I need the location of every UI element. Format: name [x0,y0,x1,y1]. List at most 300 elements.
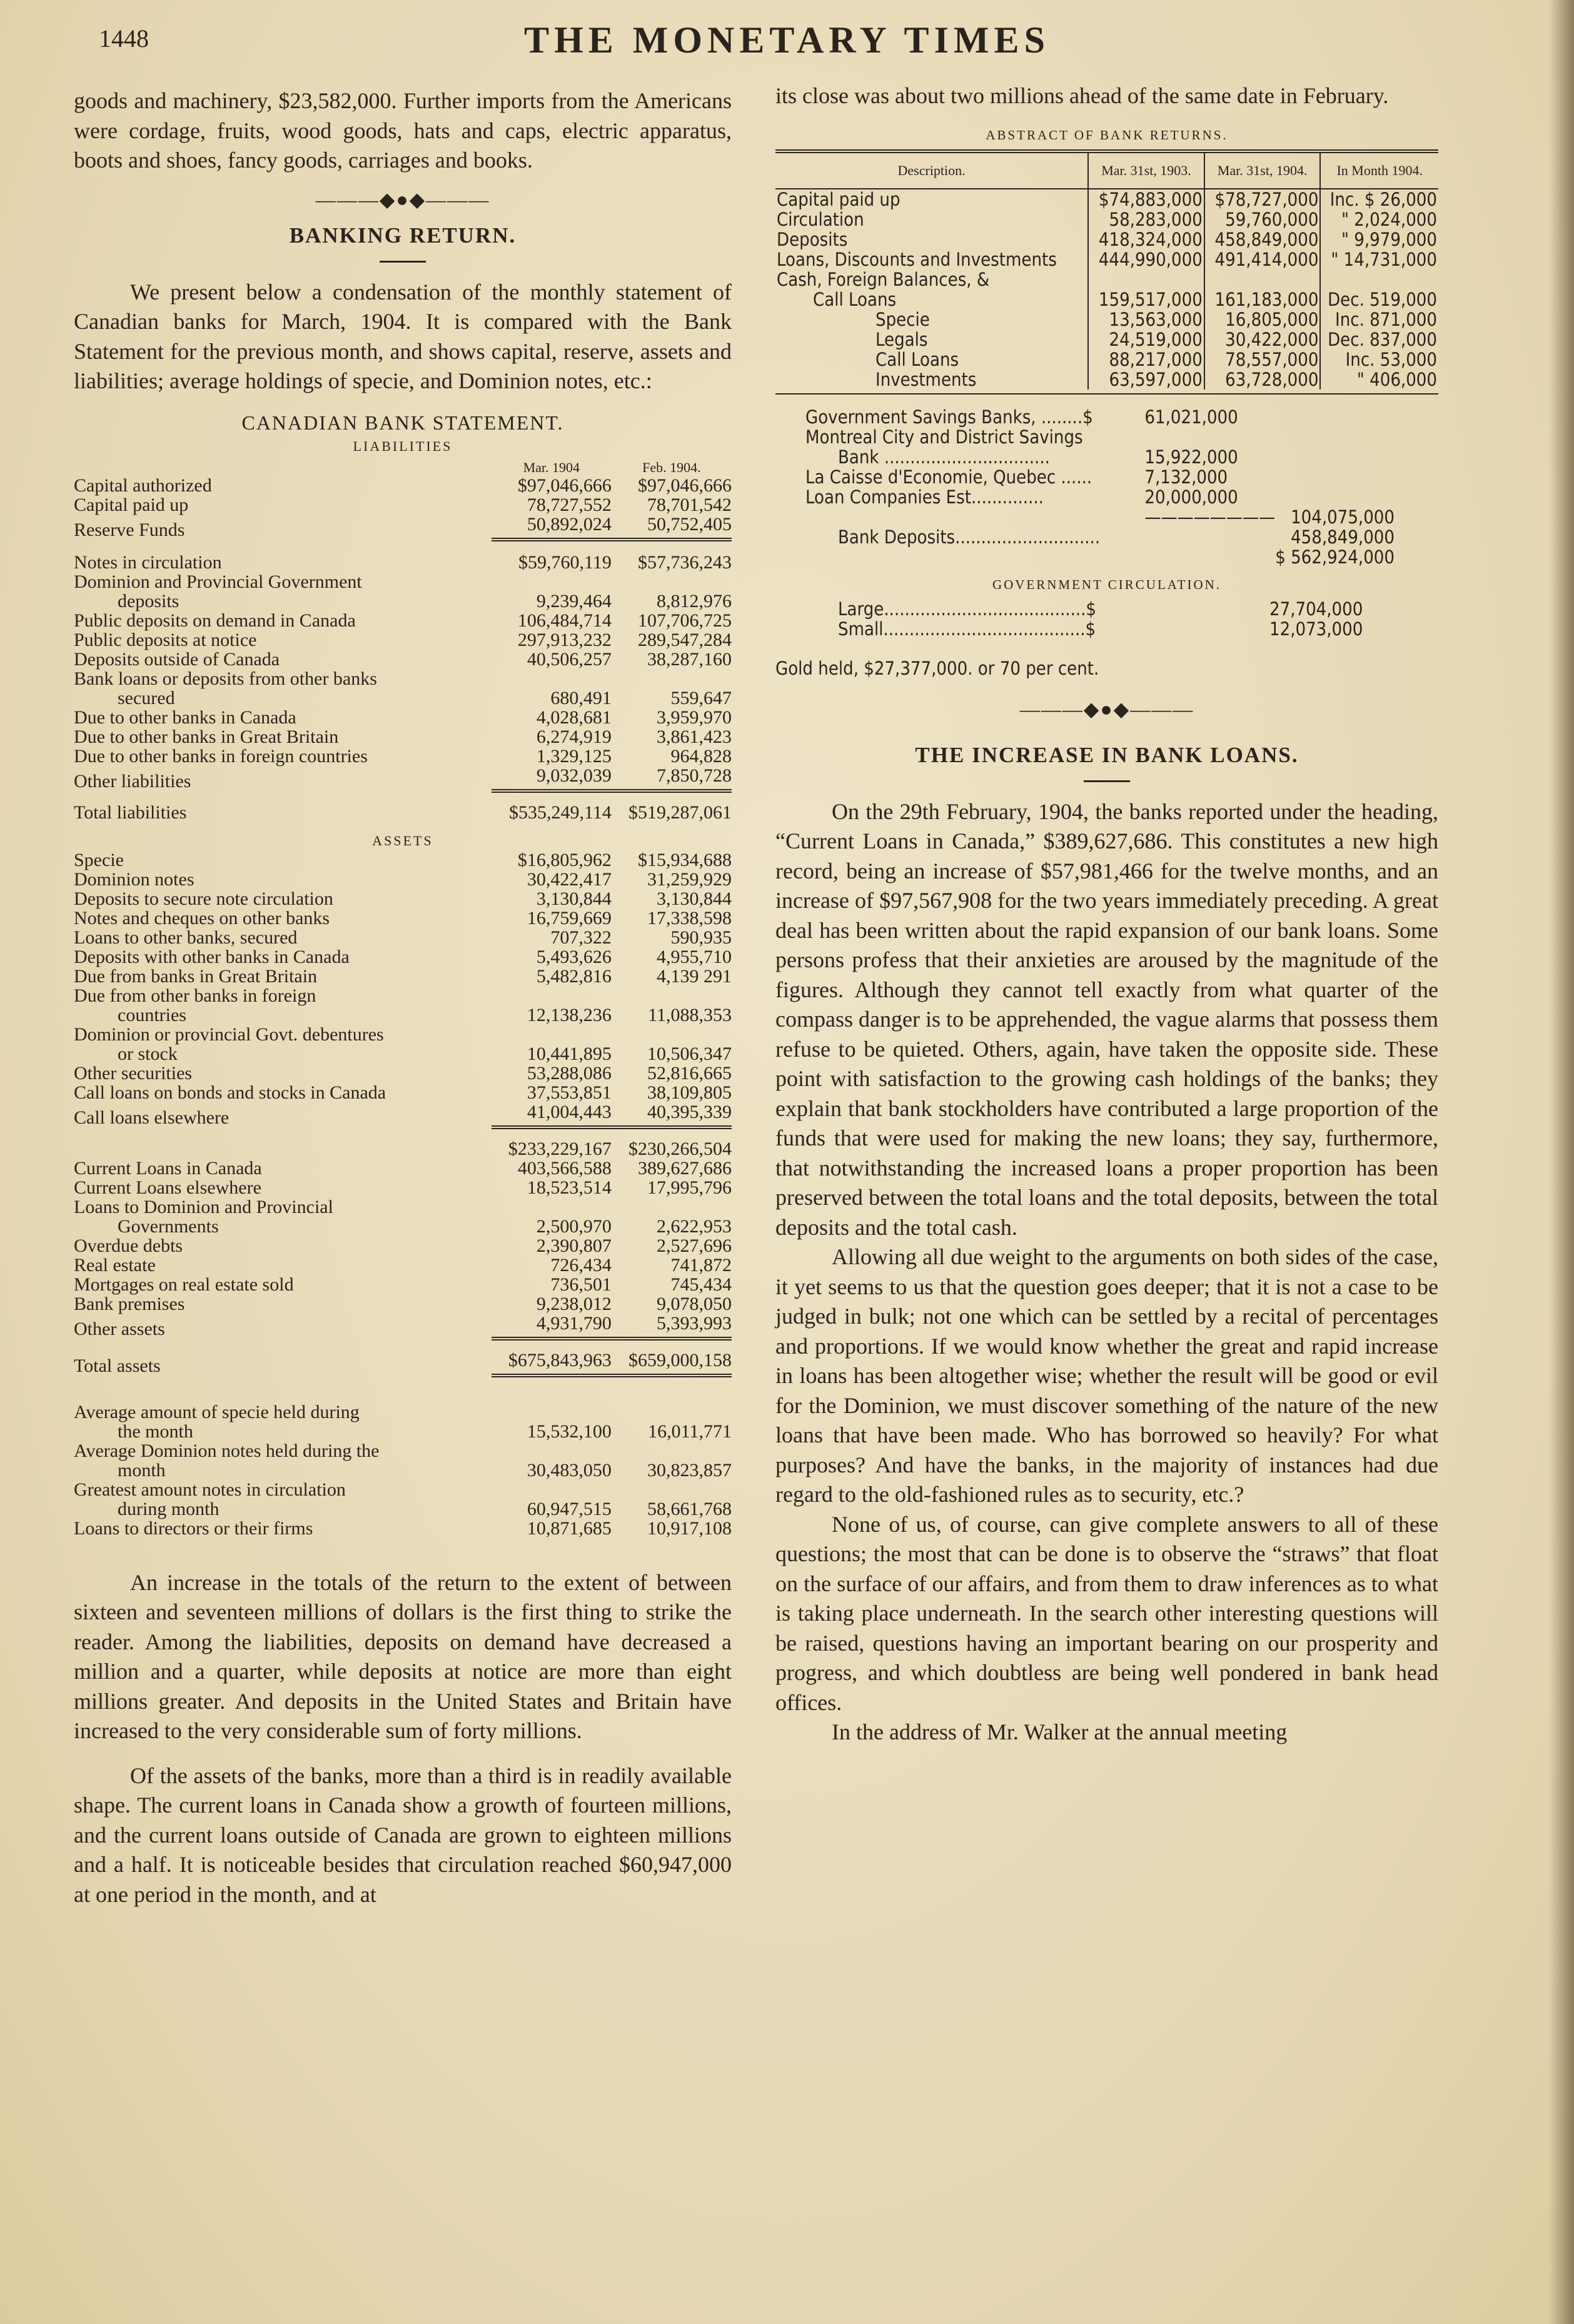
statement-row [74,889,732,908]
value-feb-1904: 2,622,953 [657,1215,732,1237]
savings-row [775,547,1438,567]
savings-label: Loan Companies Est.............. [805,486,1044,508]
total-label: Total assets [74,1355,161,1376]
row-label: Average amount of specie held during [74,1401,360,1422]
value-feb-1904: 9,078,050 [657,1293,732,1314]
row-label: countries [118,1004,186,1025]
row-label: Current Loans in Canada [74,1157,262,1179]
gov-circulation-title: GOVERNMENT CIRCULATION. [992,576,1222,592]
gov-circulation-table [775,599,1438,639]
ornament-divider-2: ———◆●◆——— [1019,697,1194,720]
value-mar-1904: 403,566,588 [517,1157,612,1179]
savings-value-1: 7,132,000 [1144,466,1228,488]
value-mar-1904 [492,1402,612,1422]
total-row [74,791,732,822]
savings-value-2 [1275,427,1438,447]
value-feb-1904: 30,823,857 [647,1459,732,1481]
increase-title: THE INCREASE IN BANK LOANS. [915,742,1299,767]
row-label: Average Dominion notes held during the [74,1440,380,1461]
value-feb-1904 [612,1441,732,1461]
abstract-mar-1903: 444,990,000 [1088,249,1204,269]
savings-row [775,507,1438,527]
value-feb-1904: 38,109,805 [647,1082,732,1103]
value-feb-1904: 78,701,542 [647,494,732,515]
row-label: Specie [74,849,124,870]
abstract-in-month: " 14,731,000 [1320,249,1438,269]
statement-row [74,1005,732,1025]
abstract-description: Call Loans [813,288,897,310]
savings-row [775,407,1438,427]
row-label: Due from banks in Great Britain [74,965,318,987]
value-mar-1904: 1,329,125 [536,745,612,767]
abstract-in-month: Inc. $ 26,000 [1320,189,1438,209]
abstract-mar-1904: 78,557,000 [1204,350,1321,370]
savings-value-2 [1275,467,1438,487]
gov-circulation-row [775,599,1438,619]
savings-value-1: 15,922,000 [1144,446,1238,468]
abstract-mar-1903: 159,517,000 [1088,289,1204,309]
page-number: 1448 [99,24,149,53]
value-feb-1904: 389,627,686 [638,1157,732,1179]
abstract-in-month: " 9,979,000 [1320,229,1438,249]
col-header-mar: Mar. 1904 [523,459,580,475]
savings-label: Government Savings Banks, ........$ [805,406,1093,428]
value-feb-1904: 745,434 [670,1274,732,1295]
abstract-row [775,370,1438,390]
abstract-description: Capital paid up [777,188,901,210]
right-paragraph-2: Allowing all due weight to the arguments on both sides of the case, it yet seems to us that the question goes deeper; that it is not a case to be judged in bulk; not one which can be settled by a recital of percentages and proportions. If we would know whether the great and rapid increase in loans has been altogether wise; whether the result will be good or evil for the Dominion, we must discover something of the nature of the new loans that have been made. Who has borrowed so heavily? For what purposes? And have the banks, in the majority of instances had due regard to the old-fashioned rules as to security, etc.? [775,1244,1438,1507]
statement-row [74,1236,732,1255]
left-column [74,86,732,1909]
statement-row [74,870,732,889]
savings-value-2 [1275,447,1438,467]
abstract-row [775,350,1438,370]
value-feb-1904 [612,1402,732,1422]
gov-value: 12,073,000 [1269,618,1363,640]
abstract-description: Loans, Discounts and Investments [777,248,1057,270]
row-label: Real estate [74,1254,156,1275]
value-feb-1904: 3,959,970 [657,707,732,728]
savings-value-2 [1275,407,1438,427]
value-feb-1904: 10,917,108 [647,1517,732,1539]
savings-row [775,487,1438,507]
savings-value-2: 458,849,000 [1291,526,1395,548]
total-feb-1904: $519,287,061 [628,802,732,823]
right-intro-text: its close was about two millions ahead of the same date in February. [775,83,1389,108]
value-mar-1904: $97,046,666 [517,475,612,496]
gov-circulation-row [775,619,1438,639]
statement-row [74,1314,732,1339]
statement-row [74,553,732,572]
value-feb-1904 [612,1025,732,1044]
abstract-mar-1903: 58,283,000 [1088,209,1204,229]
total-mar-1904: $535,249,114 [508,802,612,823]
abs-header-1904: Mar. 31st, 1904. [1204,153,1321,189]
savings-value-2 [1275,487,1438,507]
statement-row [74,630,732,650]
abstract-mar-1903: 418,324,000 [1088,229,1204,249]
value-feb-1904: 58,661,768 [647,1498,732,1519]
abstract-description: Specie [875,308,930,330]
bank-statement-table [74,460,732,1538]
value-feb-1904: 289,547,284 [638,629,732,650]
value-mar-1904: 12,138,236 [527,1004,612,1025]
row-label: Public deposits at notice [74,629,257,650]
row-label: Mortgages on real estate sold [74,1274,294,1295]
abstract-mar-1904: 63,728,000 [1204,370,1321,390]
row-label: Other liabilities [74,770,191,792]
value-mar-1904: 9,032,039 [492,766,612,791]
value-feb-1904 [612,1480,732,1499]
savings-label: Bank Deposits............................ [838,526,1101,548]
row-label: Overdue debts [74,1235,183,1256]
row-label: the month [118,1421,193,1442]
value-feb-1904: 4,955,710 [657,946,732,967]
abstract-mar-1904: $78,727,000 [1204,189,1321,209]
statement-row [74,928,732,947]
value-feb-1904: 590,935 [670,927,732,948]
statement-row [74,908,732,928]
value-feb-1904: $57,736,243 [638,551,732,573]
right-paragraph-4: In the address of Mr. Walker at the annual meeting [832,1719,1288,1744]
gov-value: 27,704,000 [1269,598,1363,620]
value-mar-1904: 15,532,100 [527,1421,612,1442]
value-mar-1904: 726,434 [550,1254,612,1275]
value-feb-1904 [612,572,732,591]
total-mar-1904: $233,229,167 [508,1138,612,1159]
banking-intro-text: We present below a condensation of the monthly statement of Canadian banks for March, 1904. It is compared with the Bank Statement for the previous month, and shows capital, reserve, assets and liabilities; average holdings of specie, and Dominion notes, etc.: [74,279,732,393]
row-label: Current Loans elsewhere [74,1177,261,1198]
statement-row [74,986,732,1005]
abstract-mar-1904: 59,760,000 [1204,209,1321,229]
value-feb-1904 [612,986,732,1005]
statement-row [74,1499,732,1519]
savings-value-1: 61,021,000 [1144,406,1238,428]
value-feb-1904 [612,1197,732,1217]
savings-row [775,447,1438,467]
total-label: Total liabilities [74,802,187,823]
value-mar-1904: $59,760,119 [518,551,612,573]
abstract-in-month [1320,269,1438,289]
statement-row [74,495,732,515]
value-feb-1904: 11,088,353 [648,1004,732,1025]
total-mar-1904: $675,843,963 [492,1339,612,1376]
value-feb-1904: 964,828 [670,745,732,767]
statement-row [74,1178,732,1197]
statement-row [74,1422,732,1441]
statement-row [74,967,732,986]
abstract-mar-1903: $74,883,000 [1088,189,1204,209]
value-mar-1904: 5,493,626 [536,946,612,967]
value-mar-1904 [492,1480,612,1499]
savings-value-1: 20,000,000 [1144,486,1238,508]
savings-row [775,527,1438,547]
savings-label: La Caisse d'Economie, Quebec ...... [805,466,1092,488]
row-label: Call loans elsewhere [74,1107,230,1128]
value-feb-1904: 8,812,976 [657,590,732,611]
statement-row [74,1044,732,1064]
value-mar-1904: 680,491 [550,687,612,708]
value-feb-1904: 741,872 [670,1254,732,1275]
statement-row [74,669,732,688]
statement-title: CANADIAN BANK STATEMENT. [241,411,564,434]
row-label: Notes in circulation [74,551,222,573]
value-feb-1904: 3,861,423 [657,726,732,747]
row-label: month [118,1459,166,1481]
statement-row [74,591,732,611]
value-mar-1904: 40,506,257 [527,648,612,670]
masthead-title: THE MONETARY TIMES [524,19,1050,61]
value-feb-1904 [612,669,732,688]
total-row [74,1127,732,1159]
row-label: Due to other banks in foreign countries [74,745,368,767]
value-feb-1904: 52,816,665 [647,1062,732,1084]
statement-row [74,947,732,967]
row-label: Capital paid up [74,494,189,515]
abstract-mar-1903: 88,217,000 [1088,350,1204,370]
abstract-row [775,249,1438,269]
total-label [74,1127,492,1159]
statement-row [74,476,732,495]
savings-label [775,507,1144,527]
statement-row [74,1255,732,1275]
abs-header-1903: Mar. 31st, 1903. [1088,153,1204,189]
statement-row [74,747,732,766]
row-label: Loans to Dominion and Provincial [74,1196,333,1217]
abstract-table [775,153,1438,390]
value-mar-1904: 9,238,012 [536,1293,612,1314]
value-feb-1904: 17,338,598 [647,907,732,928]
abstract-row [775,229,1438,249]
statement-row [74,1441,732,1461]
row-label: Dominion and Provincial Government [74,571,362,592]
statement-row [74,688,732,708]
abstract-bottom-rule [775,393,1438,395]
abstract-mar-1903: 13,563,000 [1088,309,1204,329]
value-mar-1904: 9,239,464 [536,590,612,611]
value-mar-1904: 736,501 [550,1274,612,1295]
value-mar-1904 [492,1197,612,1217]
abstract-in-month: " 406,000 [1320,370,1438,390]
abstract-mar-1904: 491,414,000 [1204,249,1321,269]
banking-return-title: BANKING RETURN. [289,223,517,248]
value-mar-1904 [492,986,612,1005]
abstract-in-month: Dec. 837,000 [1320,329,1438,350]
abstract-description: Cash, Foreign Balances, & [777,268,990,290]
abstract-mar-1903: 63,597,000 [1088,370,1204,390]
abstract-mar-1904 [1204,269,1321,289]
value-mar-1904: 106,484,714 [517,610,612,631]
row-label: Greatest amount notes in circulation [74,1479,346,1500]
row-label: Call loans on bonds and stocks in Canada [74,1082,386,1103]
savings-row [775,427,1438,447]
value-feb-1904: 5,393,993 [612,1314,732,1339]
total-feb-1904: $230,266,504 [628,1138,732,1159]
row-label: Deposits with other banks in Canada [74,946,350,967]
savings-value-1 [1144,547,1275,567]
row-label: secured [118,687,175,708]
gov-label: Large.......................................$ [838,598,1097,620]
statement-row [74,572,732,591]
row-label: Notes and cheques on other banks [74,907,330,928]
value-mar-1904: 2,500,970 [536,1215,612,1237]
value-mar-1904: 6,274,919 [536,726,612,747]
abstract-mar-1904: 16,805,000 [1204,309,1321,329]
abstract-mar-1903 [1088,269,1204,289]
value-mar-1904: 30,483,050 [527,1459,612,1481]
statement-row [74,1402,732,1422]
value-mar-1904 [492,1025,612,1044]
value-feb-1904: 40,395,339 [612,1102,732,1127]
right-paragraph-3: None of us, of course, can give complete answers to all of these questions; the most that can be done is to observe the “straws” that float on the surface of our affairs, and from them to draw inferences as to what is taking place underneath. In the search other interesting questions will be raised, questions having an important bearing on our prosperity and progress, and which doubtless are being well pondered in bank head offices. [775,1511,1438,1715]
abs-header-description: Description. [775,153,1088,189]
row-label: Loans to other banks, secured [74,927,298,948]
abstract-description: Circulation [777,208,864,230]
statement-row [74,1217,732,1236]
value-feb-1904: 38,287,160 [647,648,732,670]
value-feb-1904: 16,011,771 [648,1421,732,1442]
statement-row [74,1461,732,1480]
row-label: Loans to directors or their firms [74,1517,313,1539]
value-mar-1904: 50,892,024 [492,515,612,540]
title-rule [380,261,426,263]
value-feb-1904: 31,259,929 [647,868,732,890]
value-feb-1904: 50,752,405 [612,515,732,540]
value-mar-1904: 53,288,086 [527,1062,612,1084]
value-feb-1904: 4,139 291 [657,965,732,987]
row-label: Other securities [74,1062,193,1084]
statement-row [74,1025,732,1044]
value-mar-1904: 78,727,552 [527,494,612,515]
statement-row [74,1197,732,1217]
value-feb-1904: 2,527,696 [657,1235,732,1256]
row-label: during month [118,1498,219,1519]
right-column [775,81,1438,1748]
abstract-description: Deposits [777,228,848,250]
value-feb-1904: 10,506,347 [647,1043,732,1064]
statement-row [74,1102,732,1127]
row-label: Deposits outside of Canada [74,648,280,670]
value-mar-1904 [492,669,612,688]
abstract-description: Investments [875,368,977,390]
statement-row [74,650,732,669]
abstract-in-month: " 2,024,000 [1320,209,1438,229]
value-feb-1904: 3,130,844 [657,888,732,909]
row-label: Bank premises [74,1293,185,1314]
statement-row [74,611,732,630]
gov-label: Small.......................................$ [838,618,1096,640]
statement-row [74,515,732,540]
statement-row [74,1519,732,1538]
savings-value-2: $ 562,924,000 [1275,546,1395,568]
value-mar-1904: 707,322 [550,927,612,948]
savings-row [775,467,1438,487]
value-mar-1904: 41,004,443 [492,1102,612,1127]
liabilities-heading: LIABILITIES [353,438,453,454]
savings-value-1 [1144,427,1275,447]
value-mar-1904: 60,947,515 [527,1498,612,1519]
value-mar-1904: 10,871,685 [527,1517,612,1539]
abstract-title: ABSTRACT OF BANK RETURNS. [986,127,1228,143]
value-mar-1904: 5,482,816 [536,965,612,987]
value-mar-1904: 4,028,681 [536,707,612,728]
row-label: Reserve Funds [74,519,185,540]
savings-label: Bank ................................ [838,446,1050,468]
row-label: Dominion or provincial Govt. debentures [74,1024,384,1045]
row-label: Governments [118,1215,219,1237]
savings-value-1 [1144,527,1275,547]
abstract-in-month: Inc. 871,000 [1320,309,1438,329]
gold-held-text: Gold held, $27,377,000. or 70 per cent. [775,657,1099,679]
abstract-row [775,289,1438,309]
statement-row [74,1064,732,1083]
statement-row [74,1294,732,1314]
page-edge-shadow [1549,0,1574,2324]
abstract-mar-1903: 24,519,000 [1088,329,1204,350]
value-mar-1904: $16,805,962 [517,849,612,870]
statement-row [74,1275,732,1294]
abstract-mar-1904: 458,849,000 [1204,229,1321,249]
value-feb-1904: 17,995,796 [647,1177,732,1198]
value-mar-1904: 37,553,851 [527,1082,612,1103]
savings-value-2: 104,075,000 [1291,506,1395,528]
value-mar-1904 [492,1441,612,1461]
value-mar-1904 [492,572,612,591]
abstract-row [775,189,1438,209]
row-label: Deposits to secure note circulation [74,888,333,909]
savings-value-1: ———————— [1144,506,1276,528]
value-mar-1904: 297,913,232 [517,629,612,650]
statement-row [74,766,732,791]
col-header-feb: Feb. 1904. [642,459,701,475]
value-mar-1904: 16,759,669 [527,907,612,928]
right-paragraph-1: On the 29th February, 1904, the banks reported under the heading, “Current Loans in Canada,” $389,627,686. This constitutes a new high record, being an increase of $57,981,466 for the twelve months, and an increase of $97,567,908 for the two years immediately preceding. A great deal has been written about the rapid expansion of our bank loans. Some persons profess that their anxieties are aroused by the magnitude of the figures. Although they cannot tell exactly from what quarter of the compass danger is to be apprehended, the vague alarms that possess them refuse to be quieted. Others, again, have taken the opposite side. These point with satisfaction to the growing cash holdings of the banks; they explain that bank stockholders have contributed a large proportion of the funds that were used for making the new loans; they say, furthermore, that notwithstanding the increased loans a proper proportion has been preserved between the total loans and the total deposits, between the total deposits and the total cash. [775,798,1438,1240]
abstract-description: Call Loans [875,348,959,370]
value-mar-1904: 2,390,807 [536,1235,612,1256]
row-label: Due from other banks in foreign [74,985,316,1006]
abstract-mar-1904: 30,422,000 [1204,329,1321,350]
statement-row [74,1480,732,1499]
savings-label [775,547,1144,567]
row-label: Due to other banks in Canada [74,707,296,728]
value-feb-1904: 7,850,728 [612,766,732,791]
left-intro-text: goods and machinery, $23,582,000. Further imports from the Americans were cordage, fruits, wood goods, hats and caps, electric apparatus, boots and shoes, fancy goods, carriages and books. [74,88,732,173]
row-label: deposits [118,590,179,611]
value-feb-1904: $15,934,688 [638,849,732,870]
abstract-row [775,209,1438,229]
value-mar-1904: 18,523,514 [527,1177,612,1198]
abstract-row [775,329,1438,350]
row-label: Due to other banks in Great Britain [74,726,339,747]
value-feb-1904: 559,647 [670,687,732,708]
abstract-row [775,269,1438,289]
value-feb-1904: $97,046,666 [638,475,732,496]
row-label: Dominion notes [74,868,194,890]
row-label: or stock [118,1043,178,1064]
statement-row [74,708,732,727]
value-feb-1904: 107,706,725 [638,610,732,631]
row-label: Other assets [74,1318,165,1339]
ornament-divider: ———◆●◆——— [315,188,490,211]
value-mar-1904: 4,931,790 [492,1314,612,1339]
statement-row [74,1083,732,1102]
statement-row [74,850,732,870]
total-row [74,1339,732,1376]
abs-header-in-month: In Month 1904. [1320,153,1438,189]
value-mar-1904: 10,441,895 [527,1043,612,1064]
left-paragraph-2: Of the assets of the banks, more than a third is in readily available shape. The current loans in Canada show a growth of fourteen millions, and the current loans outside of Canada are grown to eighteen millions and a half. It is noticeable besides that circulation reached $60,947,000 at one period in the month, and at [74,1763,732,1907]
left-paragraph-1: An increase in the totals of the return to the extent of between sixteen and seventeen millions of dollars is the first thing to strike the reader. Among the liabilities, deposits on demand have decreased a million and a quarter, while deposits at notice are more than eight millions greater. And deposits in the United States and Britain have increased to the very considerable sum of forty millions. [74,1569,732,1743]
